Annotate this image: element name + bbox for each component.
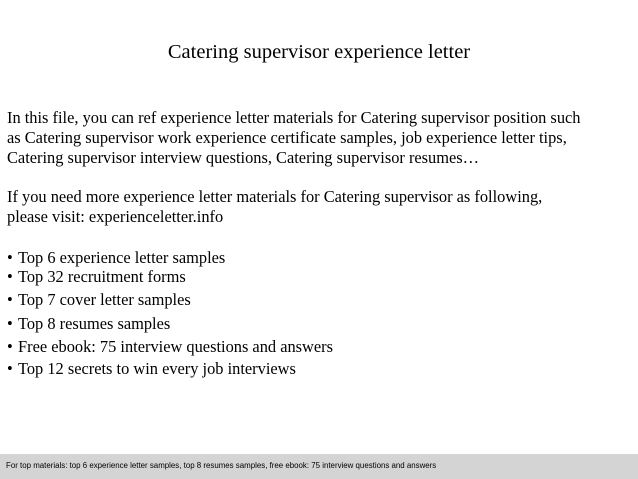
- list-item-text: Top 6 experience letter samples: [18, 248, 226, 267]
- list-item: [7, 337, 333, 359]
- page-title: Catering supervisor experience letter: [167, 41, 471, 63]
- bullet-icon: •: [7, 267, 13, 286]
- intro-paragraph: [7, 108, 635, 168]
- footer-text: For top materials: top 6 experience letter samples, top 8 resumes samples, free ebook: 75 interview questions and answers: [6, 461, 437, 470]
- intro-line: In this file, you can ref experience letter materials for Catering supervisor position such: [7, 108, 581, 127]
- more-materials-paragraph: [7, 187, 635, 227]
- list-item: [7, 248, 333, 267]
- list-item: [7, 290, 333, 314]
- list-item: [7, 359, 333, 381]
- intro-line: Catering supervisor interview questions, Catering supervisor resumes…: [7, 148, 480, 167]
- more-materials-line: If you need more experience letter materials for Catering supervisor as following,: [7, 187, 543, 206]
- list-item-text: Top 32 recruitment forms: [18, 267, 186, 286]
- materials-bullet-list: [7, 248, 333, 381]
- bullet-icon: •: [7, 337, 13, 356]
- list-item-text: Top 8 resumes samples: [18, 314, 171, 333]
- bullet-icon: •: [7, 359, 13, 378]
- list-item-text: Top 12 secrets to win every job interviews: [18, 359, 296, 378]
- bullet-icon: •: [7, 314, 13, 333]
- list-item: [7, 267, 333, 290]
- list-item-text: Top 7 cover letter samples: [18, 290, 191, 309]
- list-item-text: Free ebook: 75 interview questions and answers: [18, 337, 333, 356]
- intro-line: as Catering supervisor work experience certificate samples, job experience letter tips,: [7, 128, 567, 147]
- bullet-icon: •: [7, 290, 13, 309]
- more-materials-line: please visit: experienceletter.info: [7, 207, 224, 226]
- bullet-icon: •: [7, 248, 13, 267]
- list-item: [7, 314, 333, 337]
- footer-bar: [0, 454, 638, 479]
